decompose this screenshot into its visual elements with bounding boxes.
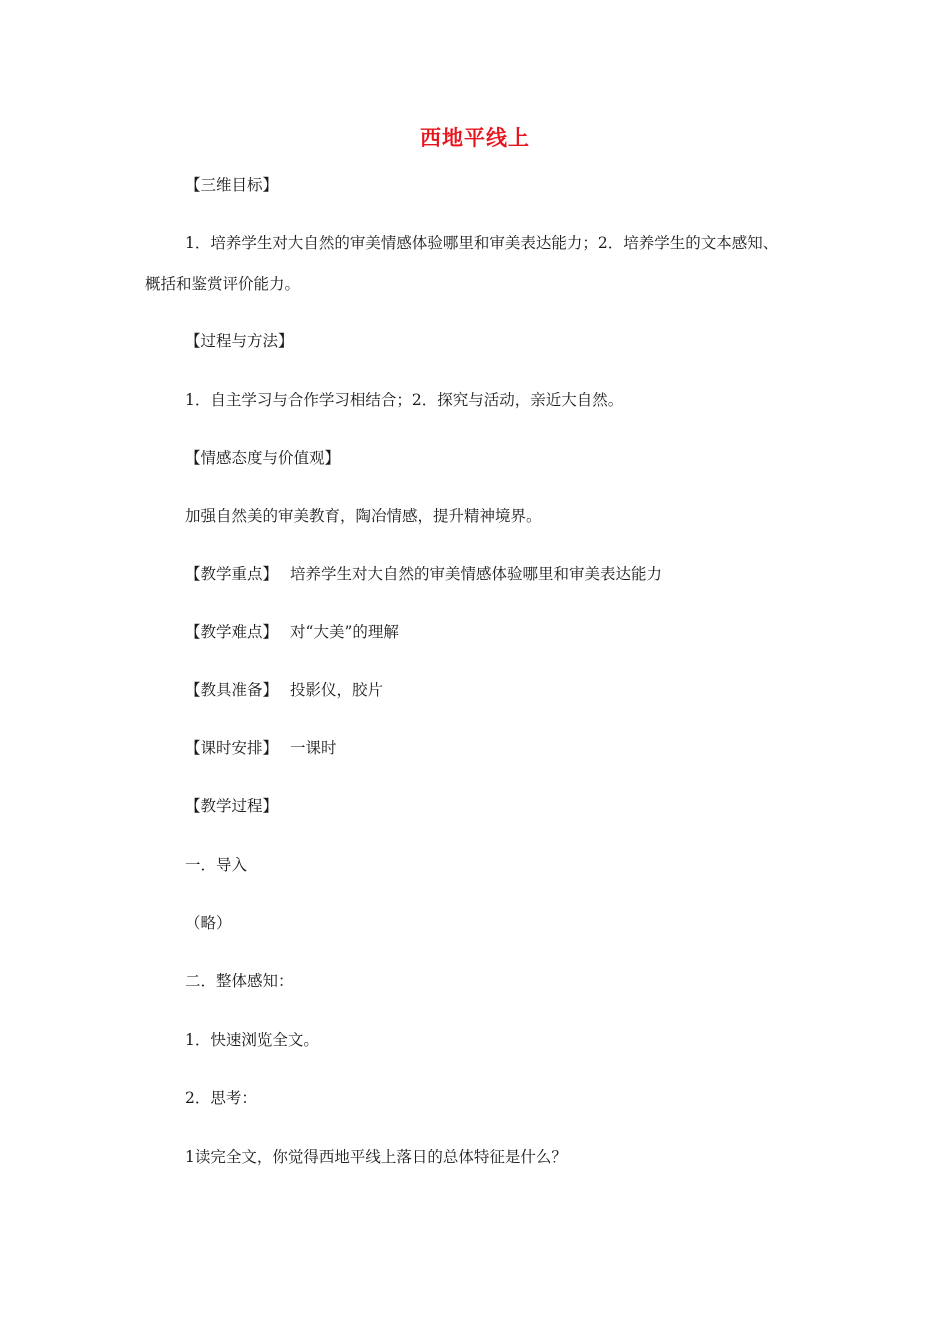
label-schedule: 【课时安排】: [185, 739, 279, 757]
label-key-points: 【教学重点】: [185, 565, 279, 583]
paragraph-goals-line-2: 概括和鉴赏评价能力。: [145, 275, 301, 293]
question-1: 1读完全文，你觉得西地平线上落日的总体特征是什么？: [185, 1148, 567, 1166]
value-key-points: 培养学生对大自然的审美情感体验哪里和审美表达能力: [290, 565, 663, 583]
substep-think: 2．思考：: [185, 1089, 257, 1107]
paragraph-process-method: 1．自主学习与合作学习相结合；2．探究与活动，亲近大自然。: [185, 391, 624, 409]
label-difficulties: 【教学难点】: [185, 623, 279, 641]
section-heading-emotion-values: 【情感态度与价值观】: [185, 449, 341, 467]
labeled-line-key-points: [185, 563, 662, 585]
paragraph-emotion-values: 加强自然美的审美教育，陶冶情感，提升精神境界。: [185, 507, 542, 525]
paragraph-goals-line-1: 1．培养学生对大自然的审美情感体验哪里和审美表达能力；2．培养学生的文本感知、: [185, 234, 779, 252]
labeled-line-schedule: [185, 737, 337, 759]
substep-quick-read: 1．快速浏览全文。: [185, 1031, 319, 1049]
section-heading-teaching-process: 【教学过程】: [185, 797, 279, 815]
step-introduction-omitted: （略）: [185, 914, 232, 932]
value-difficulties: 对“大美”的理解: [290, 623, 399, 641]
value-teaching-aids: 投影仪，胶片: [290, 681, 384, 699]
value-schedule: 一课时: [290, 739, 337, 757]
document-title: 西地平线上: [420, 126, 530, 150]
step-introduction: 一．导入: [185, 856, 248, 874]
labeled-line-teaching-aids: [185, 679, 383, 701]
step-overall-perception: 二．整体感知：: [185, 972, 294, 990]
section-heading-process-method: 【过程与方法】: [185, 332, 294, 350]
labeled-line-difficulties: [185, 621, 399, 643]
section-heading-three-dim-goals: 【三维目标】: [185, 176, 279, 194]
label-teaching-aids: 【教具准备】: [185, 681, 279, 699]
